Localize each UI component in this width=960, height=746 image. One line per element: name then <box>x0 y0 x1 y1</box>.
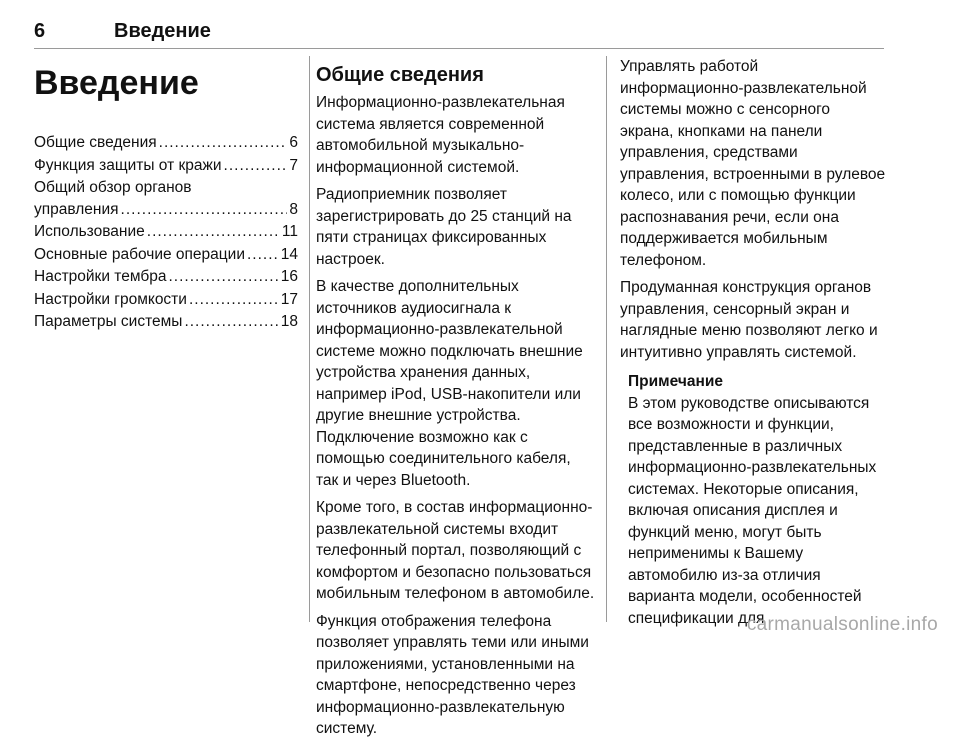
toc-line <box>34 132 298 154</box>
toc-leader-dots <box>147 221 280 243</box>
toc-line <box>34 311 298 333</box>
body-paragraph: Управлять работой информационно-развлекательной системы можно с сенсорного экрана, кнопками на панели управления, средствами управления, встроенными в рулевое колесо, или с помощью функции распознавания речи, если она поддерживается мобильным телефоном. <box>620 58 886 269</box>
page-header <box>34 20 884 49</box>
toc-page-number: 7 <box>289 156 298 174</box>
toc-entry-title: Настройки тембра <box>34 268 167 285</box>
body-paragraph: Функция отображения телефона позволяет управлять теми или иными приложениями, установленными на смартфоне, непосредственно через информационно-развлекательную систему. <box>316 612 589 737</box>
toc-line <box>34 244 298 266</box>
watermark: carmanualsonline.info <box>746 614 938 635</box>
toc-entry[interactable] <box>34 266 298 288</box>
toc-line <box>34 177 298 199</box>
note-block <box>620 371 886 629</box>
toc-page-number: 8 <box>289 200 298 218</box>
toc-entry-title: Основные рабочие операции <box>34 245 245 263</box>
toc-line <box>34 199 298 221</box>
toc-entry-title: Функция защиты от кражи <box>34 156 222 174</box>
section-body-middle <box>316 92 597 740</box>
body-paragraph: Информационно-развлекательная система является современной автомобильной музыкально-информационной системой. <box>316 94 565 176</box>
toc-line <box>34 289 298 311</box>
toc-leader-dots <box>184 311 278 333</box>
column-divider-left <box>309 56 310 622</box>
body-paragraph: Продуманная конструкция органов управления, сенсорный экран и наглядные меню позволяют легко и интуитивно управлять системой. <box>620 279 878 361</box>
note-text: В этом руководстве описываются все возможности и функции, представленные в различных информационно-развлекательных системах. Некоторые описания, включая описания дисплея и функций меню, могут быть неприменимы к Вашему автомобилю из-за отличия варианта модели, особенностей спецификации для <box>628 394 877 627</box>
toc-line <box>34 155 298 177</box>
toc-entry[interactable] <box>34 244 298 266</box>
toc-entry[interactable] <box>34 155 298 177</box>
toc-leader-dots <box>168 266 278 288</box>
column-divider-right <box>606 56 607 622</box>
toc-entry-title: Общие сведения <box>34 134 157 151</box>
toc-entry[interactable] <box>34 311 298 333</box>
toc-leader-dots <box>159 132 288 154</box>
toc-entry[interactable] <box>34 221 298 243</box>
toc-leader-dots <box>247 244 279 266</box>
body-paragraph: Кроме того, в состав информационно-развлекательной системы входит телефонный портал, позволяющий с комфортом и безопасно пользоваться мобильным телефоном в автомобиле. <box>316 499 595 602</box>
toc-entry-title: Параметры системы <box>34 313 183 330</box>
toc-entry[interactable] <box>34 177 298 220</box>
toc-page-number: 11 <box>281 223 298 240</box>
toc-page-number: 17 <box>280 290 298 308</box>
toc-page-number: 6 <box>289 134 298 151</box>
running-header-chapter: Введение <box>114 20 211 42</box>
toc-page-number: 14 <box>280 245 298 263</box>
body-paragraph: В качестве дополнительных источников аудиосигнала к информационно-развлекательной системе можно подключать внешние устройства хранения данных, например iPod, USB-накопители или другие внешние устройства. Подключение возможно как с помощью соединительного кабеля, так и через Bluetooth. <box>316 278 583 489</box>
toc-entry-title: управления <box>34 200 119 218</box>
toc-line <box>34 221 298 243</box>
toc-entry-title: Общий обзор органов <box>34 179 192 196</box>
toc-page-number: 16 <box>280 268 298 285</box>
content-column-middle <box>316 56 597 746</box>
toc-leader-dots <box>189 289 279 311</box>
toc-entry[interactable] <box>34 132 298 154</box>
toc-column <box>34 56 298 334</box>
table-of-contents <box>34 132 298 333</box>
toc-leader-dots <box>121 199 288 221</box>
toc-entry-title: Использование <box>34 223 145 240</box>
toc-entry[interactable] <box>34 289 298 311</box>
note-title: Примечание <box>628 373 723 390</box>
page-number: 6 <box>34 20 46 42</box>
section-body-right <box>620 56 886 363</box>
chapter-title: Введение <box>34 64 199 102</box>
body-paragraph: Радиоприемник позволяет зарегистрировать до 25 станций на пяти страницах фиксированных настроек. <box>316 186 572 268</box>
toc-line <box>34 266 298 288</box>
toc-page-number: 18 <box>280 313 298 330</box>
content-column-right <box>620 56 886 629</box>
toc-leader-dots <box>224 155 288 177</box>
toc-entry-title: Настройки громкости <box>34 290 187 308</box>
section-title: Общие сведения <box>316 64 484 86</box>
